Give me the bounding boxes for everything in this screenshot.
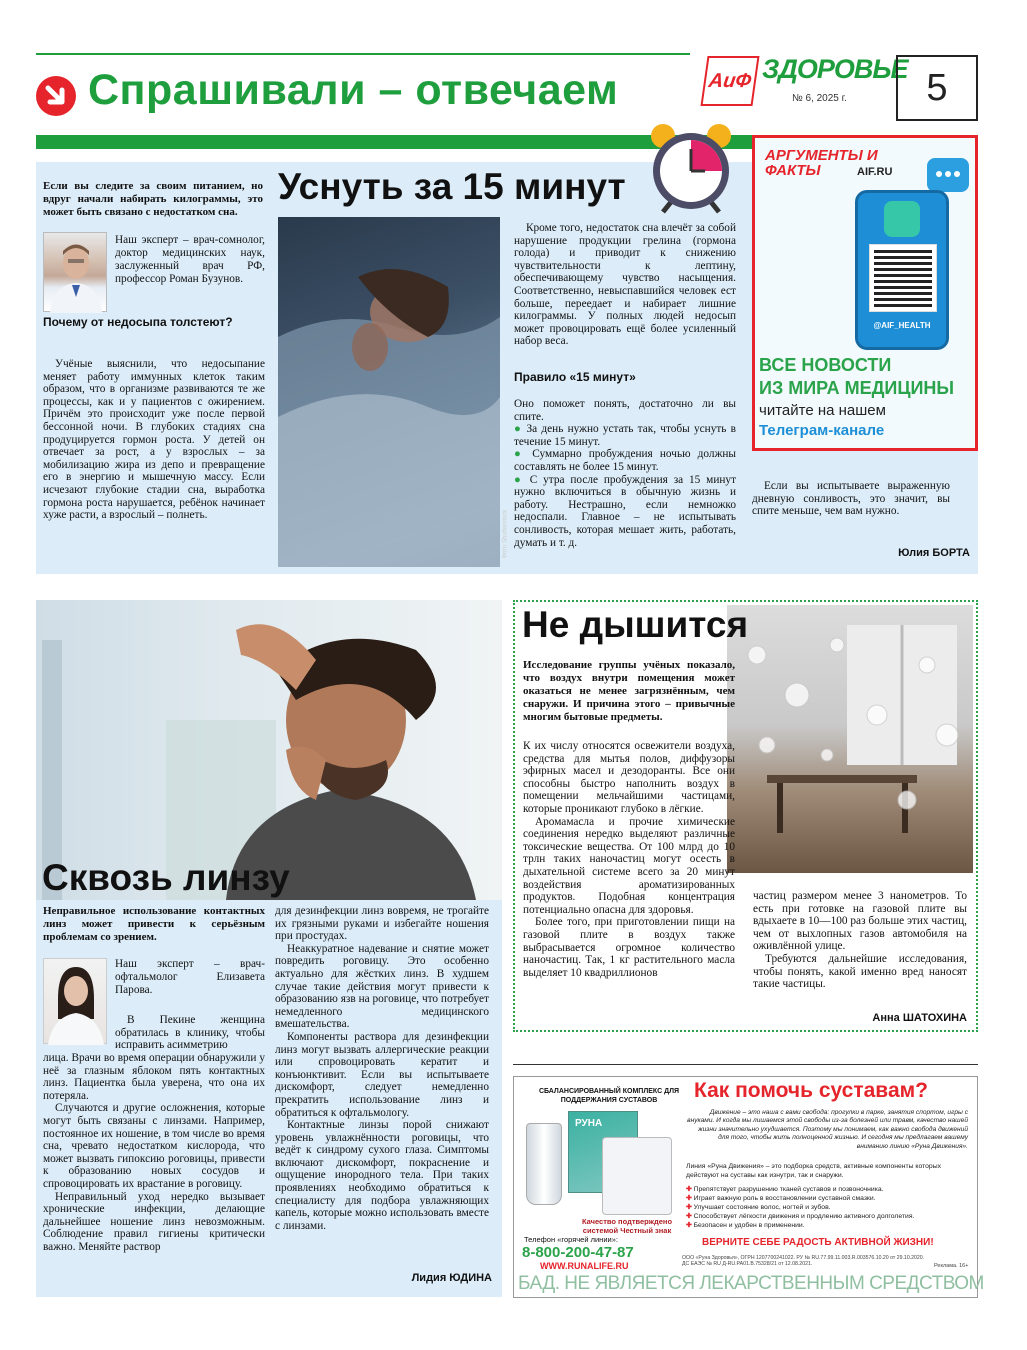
health-brand: ЗДОРОВЬЕ: [762, 54, 908, 84]
air-author: Анна ШАТОХИНА: [872, 1012, 967, 1024]
air-lead-text: Исследование группы учёных показало, что воздух внутри помещения может оказаться не менее загрязнённым, чем снаружи. И причина этого – привычные многим бытовые предметы.: [523, 659, 735, 723]
benefit-item: ✚ Улучшает состояние волос, ногтей и зубов.: [686, 1204, 831, 1211]
sleep-col1: [43, 358, 265, 522]
rule-intro: Оно поможет понять, достаточно ли вы спите.: [514, 398, 736, 423]
sleep-col1-text: Учёные выяснили, что недосыпание меняет работу иммунных клеток таким образом, что в организме развиваются те же процессы, как и у пациентов с ожирением. Причём это происходит уже после первой бессонной ночи. В глубоких стадиях сна продуцируется гормон роста. У детей он отвечает за рост, а у взрослых – за мобилизацию жира из депо и превращение его в энергию и мышечную массу. Если исчезают глубокие стадии сна, выработка гормона роста нарушается, ребёнок начинает хуже расти, а взрослый – полнеть.: [43, 358, 265, 522]
lens-lead-text: Неправильное использование контактных линз может привести к серьёзным проблемам со зрением.: [43, 905, 265, 943]
lens-expert-text: Наш эксперт – врач-офтальмолог Елизавета Парова.: [115, 958, 265, 996]
lens-col2-p2: Неаккуратное надевание и снятие может повредить роговицу. Это особенно актуально для жёстких линз. В худшем случае такие действия могут привести к образованию язв на роговице, что потребует немедленного медицинского вмешательства.: [275, 942, 489, 1031]
joints-box-label: СБАЛАНСИРОВАННЫЙ КОМПЛЕКС ДЛЯ ПОДДЕРЖАНИЯ СУСТАВОВ: [538, 1088, 680, 1104]
lens-author: Лидия ЮДИНА: [411, 1272, 492, 1284]
joints-line-desc: Линия «Руна Движения» – это подборка средств, активные компоненты которых действуют на суставы как изнутри, так и снаружи.: [686, 1163, 941, 1179]
section-title: Спрашивали – отвечаем: [88, 66, 619, 114]
aif-logo-text: АиФ: [707, 70, 753, 92]
telegram-ad[interactable]: [752, 135, 978, 451]
sleep-expert-text: Наш эксперт – врач-сомнолог, доктор медицинских наук, заслуженный врач РФ, профессор Роман Бузунов.: [115, 234, 265, 285]
lens-col1-p3: Неправильный уход нередко вызывает хронические инфекции, делающие дальнейшее ношение линз невозможным. Соблюдение правил гигиены критически важно. Меняйте раствор: [43, 1190, 265, 1253]
rule-item: ● С утра после пробуждения за 15 минут нужно включиться в обычную жизнь и работу. Нестрашно, если немножко недоспали. Главное – не испытывать сонливость, которая мешает жить, работать, думать и т. д.: [514, 473, 737, 549]
page-number-box: [896, 55, 978, 121]
joints-ad[interactable]: [513, 1076, 984, 1298]
rule-item: ● За день нужно устать так, чтобы уснуть в течение 15 минут.: [514, 423, 737, 448]
ad-line-4: Телеграм-канале: [759, 422, 885, 439]
air-col1-p2: Аромамасла и прочие химические соединения нередко выделяют различные токсические вещества. От 100 млрд до 10 трлн таких наночастиц могут осесть в дыхательной системе всего за 20 минут воздействия ароматизированных продуктов. Подобная концентрация потенциально опасна для здоровья.: [523, 815, 735, 916]
lens-col2-p1: для дезинфекции линз вовремя, не трогайте их грязными руками и избегайте ношения при простудах.: [275, 905, 489, 943]
expert-photo-buzunov: [43, 232, 107, 312]
lens-lead: [43, 905, 265, 944]
sleep-expert: [115, 234, 265, 286]
joints-legal: ООО «Руна Здоровья», ОГРН 1207700241022. РУ № RU.77.99.11.003.R.003576.10.20 от 29.10.2020. ДС ЕАЭС № RU Д-RU.РА01.В.75328/21 от 12.08.2021.: [682, 1255, 925, 1268]
sleep-lead-text: Если вы следите за своим питанием, но вдруг начали набирать килограммы, это может быть связано с недостатком сна.: [43, 180, 263, 218]
sleep-col3: [752, 480, 950, 518]
hotline-phone[interactable]: 8-800-200-47-87: [522, 1244, 634, 1261]
benefit-text: Безопасен и удобен в применении.: [693, 1222, 805, 1229]
benefit-item: ✚ Способствует лёгкости движения и продлению активного долголетия.: [686, 1213, 915, 1220]
benefit-text: Способствует лёгкости движения и продлению активного долголетия.: [693, 1213, 915, 1220]
lens-man-photo: [36, 600, 502, 900]
joints-age: Реклама. 16+: [934, 1263, 969, 1269]
air-col2-p2: Требуются дальнейшие исследования, чтобы понять, какой именно вред наносят такие частицы.: [753, 952, 967, 991]
air-col1-p3: Более того, при приготовлении пищи на газовой плите в воздух также выбрасывается огромное количество наночастиц. Так, 1 кг растительного масла выделяет 10 квадриллионов: [523, 916, 735, 979]
lens-col2-p4: Контактные линзы порой снижают уровень увлажнённости роговицы, что ведёт к синдрому сухого глаза. Симптомы включают дискомфорт, покраснение и ощущение инородного тела. При таких проявлениях необходимо обратиться к специалисту для подбора увлажняющих капель, которые можно использовать вместе с линзами.: [275, 1119, 489, 1232]
photo-credit: Фото Shutterstock: [502, 509, 509, 559]
telegram-handle: @AIF_HEALTH: [873, 321, 931, 330]
lens-col2-p3: Компоненты раствора для дезинфекции линз могут вызвать аллергические реакции или спровоцировать кератит и конъюнктивит. Если вы испытываете дискомфорт, следует немедленно прекратить использование линз и обратиться к офтальмологу.: [275, 1030, 489, 1119]
sleep-col3-text: Если вы испытываете выраженную дневную сонливость, это значит, вы спите меньше, чем вам нужно.: [752, 480, 950, 518]
hotline-label: Телефон «горячей линии»:: [524, 1235, 618, 1244]
page-number: 5: [926, 66, 948, 109]
product-name: РУНА: [575, 1118, 603, 1129]
sleep-title: Уснуть за 15 минут: [278, 166, 626, 207]
expert-photo-parova: [43, 958, 107, 1044]
benefit-text: Улучшает состояние волос, ногтей и зубов.: [693, 1204, 831, 1211]
benefit-item: ✚ Безопасен и удобен в применении.: [686, 1222, 805, 1229]
sleep-rules: [514, 398, 736, 549]
product-tube: [526, 1123, 562, 1205]
rule-text: Суммарно пробуждения ночью должны составлять не более 15 минут.: [514, 448, 737, 473]
sleep-col2-text: Кроме того, недостаток сна влечёт за собой нарушение продукции грелина (гормона голода) и приводит к снижению чувствительности к лептину, обеспечивающему чувство насыщения. Соответственно, невыспавшийся человек ест больше, переедает и набирает лишние килограммы. У полных людей недосып может провоцировать ещё более усиленный набор веса.: [514, 222, 736, 348]
rule-text: С утра после пробуждения за 15 минут нужно включиться в обычную жизнь и работу. Нестрашно, если немножко недоспали. Главное – не испытывать сонливость, которая мешает жить, работать, думать и т. д.: [514, 473, 737, 549]
lens-col1-intro-a: В Пекине женщина обратилась в клинику, чтобы исправить асимметрию: [115, 1014, 265, 1052]
aif-site: AIF.RU: [857, 166, 893, 178]
joints-slogan: ВЕРНИТЕ СЕБЕ РАДОСТЬ АКТИВНОЙ ЖИЗНИ!: [702, 1237, 934, 1248]
joints-ad-intro: Движение – это наша с вами свобода: прогулки в парке, занятия спортом, игры с внуками. И когда мы лишаемся этой свободы из-за болезней или травм, качество нашей жизни значительно ухудшается. Поэтому мы понимаем, как важно свобода движений для того, чтобы жить полноценной жизнью. И сегодня мы предлагаем вашему вниманию линию «Руна Движения».: [687, 1109, 968, 1150]
rule-item: ● Суммарно пробуждения ночью должны составлять не более 15 минут.: [514, 448, 737, 473]
ad-headline-1: ВСЕ НОВОСТИ: [759, 355, 892, 375]
sleep-subhead-2: Правило «15 минут»: [514, 370, 636, 384]
lens-expert: [115, 958, 265, 997]
lens-title: Сквозь линзу: [42, 857, 290, 898]
air-col2-p1: частиц размером менее 3 нанометров. То есть при готовке на газовой плите вы вдыхаете в 10—100 раз больше этих частиц, чем от выхлопных газов автомобиля на оживлённой улице.: [753, 890, 967, 953]
sleep-col2: [514, 222, 736, 348]
runalife-link[interactable]: WWW.RUNALIFE.RU: [540, 1261, 629, 1271]
sleep-subhead-1: Почему от недосыпа толстеют?: [43, 315, 233, 329]
air-col2: [753, 890, 967, 991]
air-col1-p1: К их числу относятся освежители воздуха, средства для мытья полов, диффузоры эфирных масел и дезодоранты. Все они способны быстро наполнить воздух в помещении мельчайшими частицами, которые проникают глубоко в лёгкие.: [523, 740, 735, 815]
lens-col1-p2: Случаются и другие осложнения, которые могут быть связаны с линзами. Например, постоянное их ношение, в том числе во время сна, чревато недостатком кислорода, что может вызвать гипоксию роговицы, привести к образованию новых сосудов и спровоцировать их врастание в роговицу.: [43, 1102, 265, 1190]
aif-app-icon: [884, 201, 920, 237]
product-jar: [602, 1137, 672, 1215]
joints-ad-title: Как помочь суставам?: [694, 1079, 928, 1102]
lens-col2: [275, 905, 489, 1232]
ad-headline-2: ИЗ МИРА МЕДИЦИНЫ: [759, 378, 955, 398]
lens-col1: [43, 1052, 265, 1254]
lens-col1-intro-b: лица. Врачи во время операции обнаружили у неё за глазным яблоком пять контактных линз. Пациентка была уверена, что она их потеряла.: [43, 1052, 265, 1102]
benefit-text: Препятствует разрушению тканей суставов и позвоночника.: [693, 1186, 884, 1193]
room-photo: [727, 605, 973, 873]
alarm-clock-icon: [641, 116, 741, 216]
rule-text: За день нужно устать так, чтобы уснуть в течение 15 минут.: [514, 423, 737, 448]
aif-logo: [700, 56, 759, 106]
joints-benefits: [686, 1185, 968, 1230]
lens-col1-top: [115, 1014, 265, 1052]
air-lead: [523, 659, 735, 724]
phone-mockup: [855, 190, 949, 350]
chat-bubble-icon: [927, 158, 969, 192]
qr-code[interactable]: [870, 245, 936, 311]
joints-disclaimer: БАД. НЕ ЯВЛЯЕТСЯ ЛЕКАРСТВЕННЫМ СРЕДСТВОМ: [518, 1273, 984, 1294]
air-col1: [523, 740, 735, 979]
aif-brand-text: АРГУМЕНТЫ И ФАКТЫ: [765, 147, 878, 179]
sleeping-woman-photo: [278, 217, 509, 567]
benefit-item: ✚ Играет важную роль в восстановлении суставной смазки.: [686, 1195, 876, 1202]
section-arrow-icon: [36, 76, 76, 116]
issue-number: № 6, 2025 г.: [792, 93, 847, 104]
sleep-lead: [43, 180, 263, 219]
benefit-item: ✚ Препятствует разрушению тканей суставов и позвоночника.: [686, 1186, 884, 1193]
quality-note: Качество подтверждено системой Честный знак: [581, 1217, 673, 1235]
sleep-author: Юлия БОРТА: [898, 547, 970, 559]
joints-ad-rule: [513, 1064, 978, 1065]
ad-line-3: читайте на нашем: [759, 402, 886, 419]
header-top-rule: [36, 53, 690, 55]
air-title: Не дышится: [522, 604, 749, 645]
benefit-text: Играет важную роль в восстановлении суставной смазки.: [693, 1195, 876, 1202]
